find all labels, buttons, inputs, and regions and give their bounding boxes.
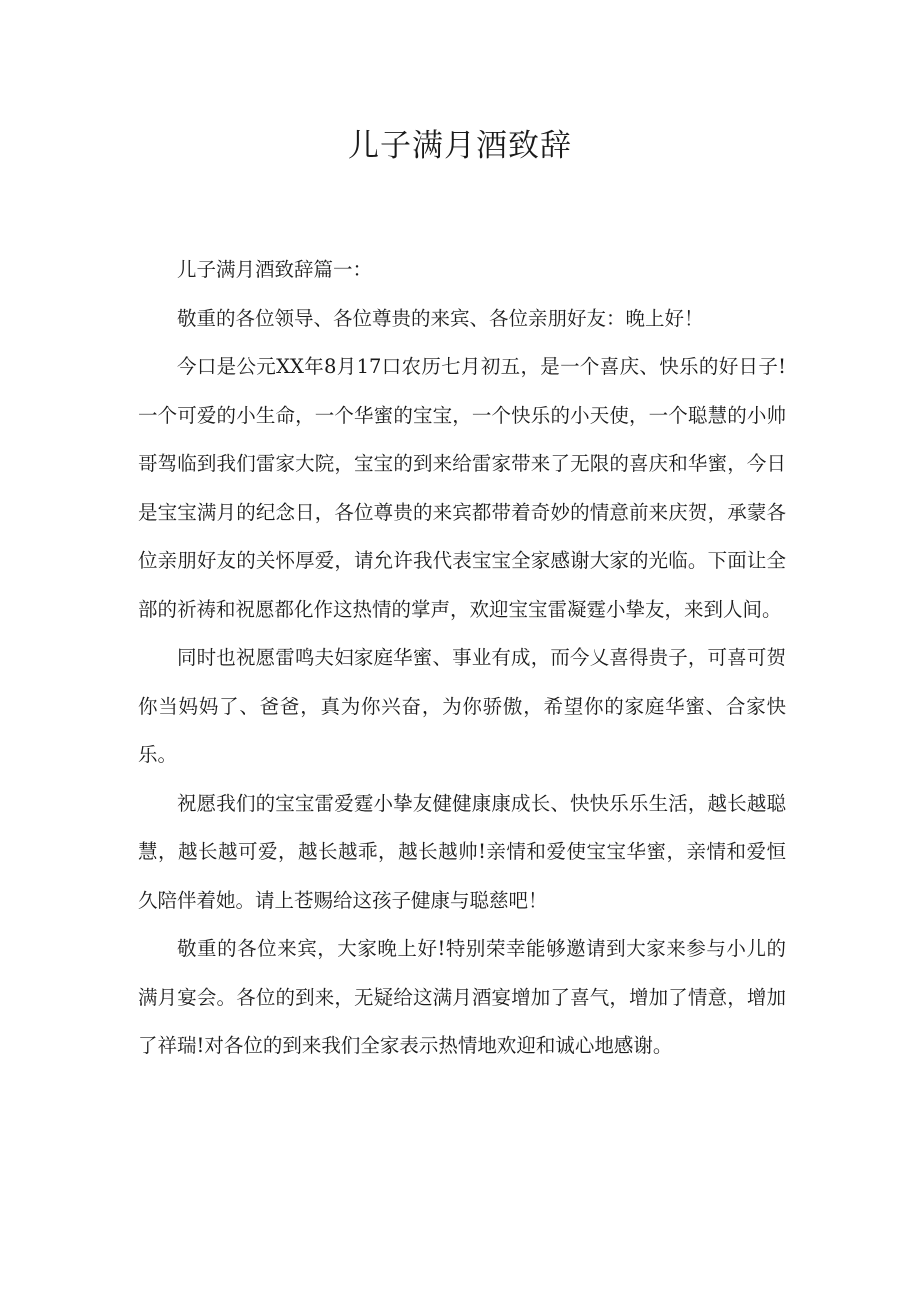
paragraph-blessing-baby: 祝愿我们的宝宝雷爱霆小挚友健健康康成长、快快乐乐生活，越长越聪慧，越长越可爱，越长越乖，越长越帅!亲情和爱使宝宝华蜜，亲情和爱恒久陪伴着她。请上苍赐给这孩子健康与聪慈吧！	[138, 791, 786, 912]
paragraph-greeting: 敬重的各位领导、各位尊贵的来宾、各位亲朋好友：晚上好！	[177, 306, 704, 330]
document-body	[138, 246, 786, 1071]
document-title: 儿子满月酒致辞	[348, 128, 572, 164]
paragraph-section-heading: 儿子满月酒致辞篇一：	[177, 258, 373, 281]
paragraph-welcome: 今口是公元XX年8月17口农历七月初五，是一个喜庆、快乐的好日子!一个可爱的小生命，一个华蜜的宝宝，一个快乐的小天使，一个聪慧的小帅哥驾临到我们雷家大院，宝宝的到来给雷家带来了无限的喜庆和华蜜，今日是宝宝满月的纪念日，各位尊贵的来宾都带着奇妙的情意前来庆贺，承蒙各位亲朋好友的关怀厚爱，请允许我代表宝宝全家感谢大家的光临。下面让全部的祈祷和祝愿都化作这热情的掌声，欢迎宝宝雷凝霆小挚友，来到人间。	[138, 355, 786, 621]
paragraph-thanks: 敬重的各位来宾，大家晚上好!特别荣幸能够邀请到大家来参与小儿的满月宴会。各位的到来，无疑给这满月酒宴增加了喜气，增加了情意，增加了祥瑞!对各位的到来我们全家表示热情地欢迎和诚心地感谢。	[138, 937, 786, 1057]
paragraph-blessing-parents: 同时也祝愿雷鸣夫妇家庭华蜜、事业有成，而今乂喜得贵子，可喜可贺你当妈妈了、爸爸，真为你兴奋，为你骄傲，希望你的家庭华蜜、合家快乐。	[138, 646, 786, 766]
